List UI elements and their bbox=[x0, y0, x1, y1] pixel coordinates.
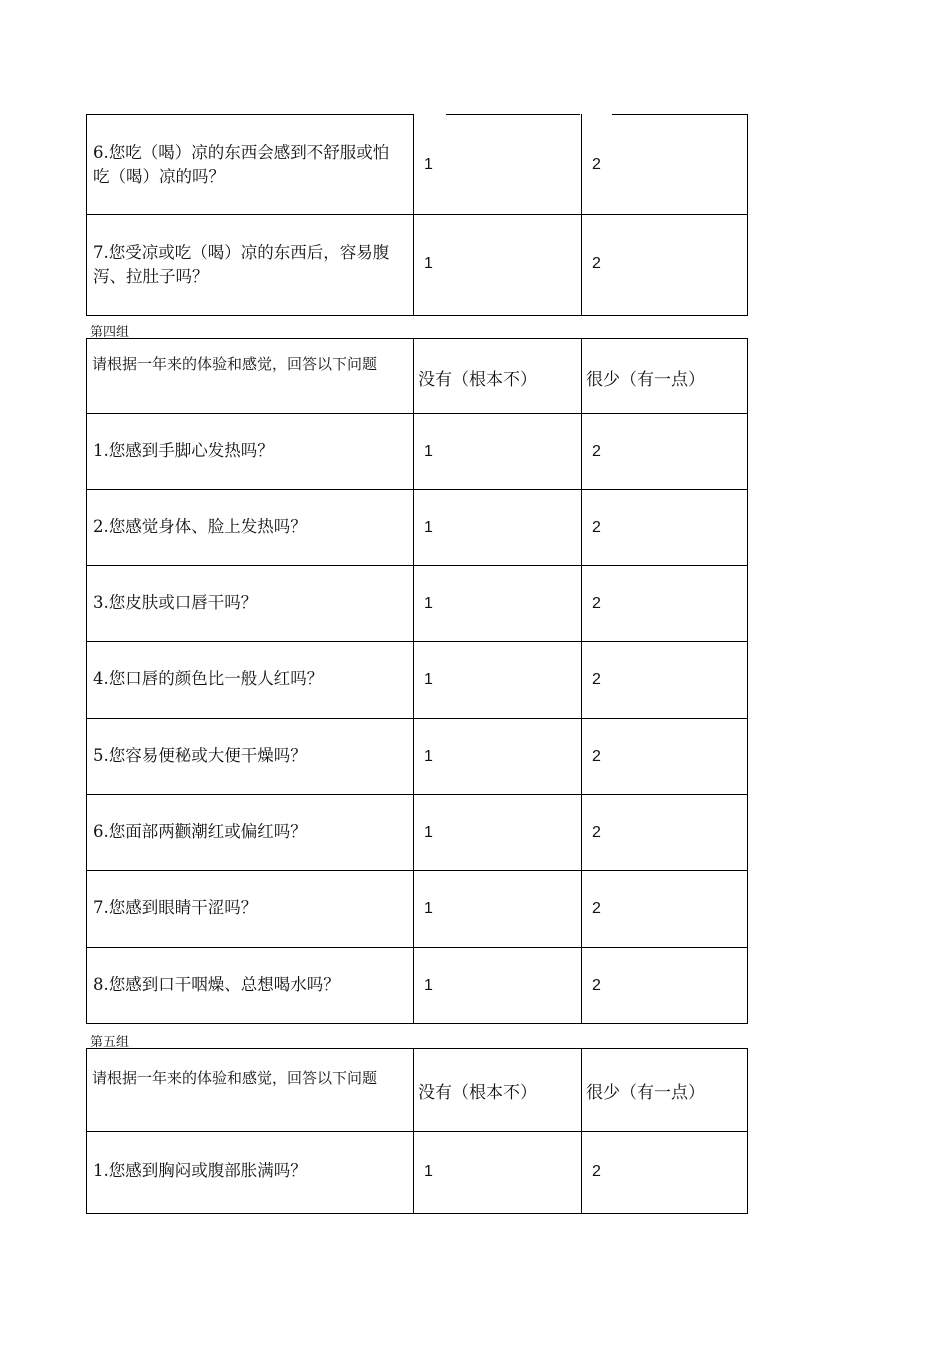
table-row bbox=[86, 566, 748, 642]
question-text: 7.您受凉或吃（喝）凉的东西后，容易腹泻、拉肚子吗？ bbox=[93, 243, 390, 286]
header-prompt: 请根据一年来的体验和感觉，回答以下问题 bbox=[92, 355, 378, 373]
option-1[interactable]: 1 bbox=[424, 900, 433, 917]
option-2[interactable]: 2 bbox=[592, 977, 601, 994]
table-row bbox=[86, 948, 748, 1024]
question-text: 3.您皮肤或口唇干吗？ bbox=[93, 593, 258, 612]
group3-table bbox=[86, 114, 748, 316]
question-text: 6.您面部两颧潮红或偏红吗？ bbox=[93, 822, 307, 841]
option-1[interactable]: 1 bbox=[424, 443, 433, 460]
option-1[interactable]: 1 bbox=[424, 255, 433, 272]
option-1[interactable]: 1 bbox=[424, 595, 433, 612]
table-row bbox=[86, 114, 748, 215]
option-2[interactable]: 2 bbox=[592, 748, 601, 765]
table-row bbox=[86, 414, 748, 490]
header-col-none: 没有（根本不） bbox=[418, 370, 537, 390]
option-2[interactable]: 2 bbox=[592, 519, 601, 536]
option-2[interactable]: 2 bbox=[592, 156, 601, 173]
option-1[interactable]: 1 bbox=[424, 1163, 433, 1180]
option-2[interactable]: 2 bbox=[592, 671, 601, 688]
option-2[interactable]: 2 bbox=[592, 824, 601, 841]
table-header-row bbox=[86, 1048, 748, 1132]
table-row bbox=[86, 215, 748, 316]
option-1[interactable]: 1 bbox=[424, 519, 433, 536]
header-col-little: 很少（有一点） bbox=[586, 370, 705, 390]
question-text: 8.您感到口干咽燥、总想喝水吗？ bbox=[93, 975, 340, 994]
option-1[interactable]: 1 bbox=[424, 977, 433, 994]
option-1[interactable]: 1 bbox=[424, 671, 433, 688]
group4-table bbox=[86, 338, 748, 1024]
table-row bbox=[86, 795, 748, 871]
question-text: 1.您感到手脚心发热吗？ bbox=[93, 441, 274, 460]
option-2[interactable]: 2 bbox=[592, 255, 601, 272]
question-text: 1.您感到胸闷或腹部胀满吗？ bbox=[93, 1161, 307, 1180]
header-col-little: 很少（有一点） bbox=[586, 1083, 705, 1103]
table-row bbox=[86, 871, 748, 948]
group5-table bbox=[86, 1048, 748, 1214]
option-2[interactable]: 2 bbox=[592, 595, 601, 612]
table-header-row bbox=[86, 338, 748, 414]
option-1[interactable]: 1 bbox=[424, 156, 433, 173]
option-1[interactable]: 1 bbox=[424, 748, 433, 765]
question-text: 7.您感到眼睛干涩吗？ bbox=[93, 898, 258, 917]
option-2[interactable]: 2 bbox=[592, 900, 601, 917]
option-2[interactable]: 2 bbox=[592, 1163, 601, 1180]
header-prompt: 请根据一年来的体验和感觉，回答以下问题 bbox=[92, 1069, 378, 1087]
table-row bbox=[86, 490, 748, 566]
question-text: 6.您吃（喝）凉的东西会感到不舒服或怕吃（喝）凉的吗？ bbox=[93, 143, 390, 186]
question-text: 2.您感觉身体、脸上发热吗？ bbox=[93, 517, 307, 536]
table-row bbox=[86, 642, 748, 719]
option-1[interactable]: 1 bbox=[424, 824, 433, 841]
group-title: 第四组 bbox=[90, 325, 130, 340]
group-title: 第五组 bbox=[90, 1035, 130, 1050]
table-row bbox=[86, 719, 748, 795]
question-text: 4.您口唇的颜色比一般人红吗？ bbox=[93, 669, 324, 688]
table-row bbox=[86, 1132, 748, 1214]
option-2[interactable]: 2 bbox=[592, 443, 601, 460]
header-col-none: 没有（根本不） bbox=[418, 1083, 537, 1103]
question-text: 5.您容易便秘或大便干燥吗？ bbox=[93, 746, 307, 765]
